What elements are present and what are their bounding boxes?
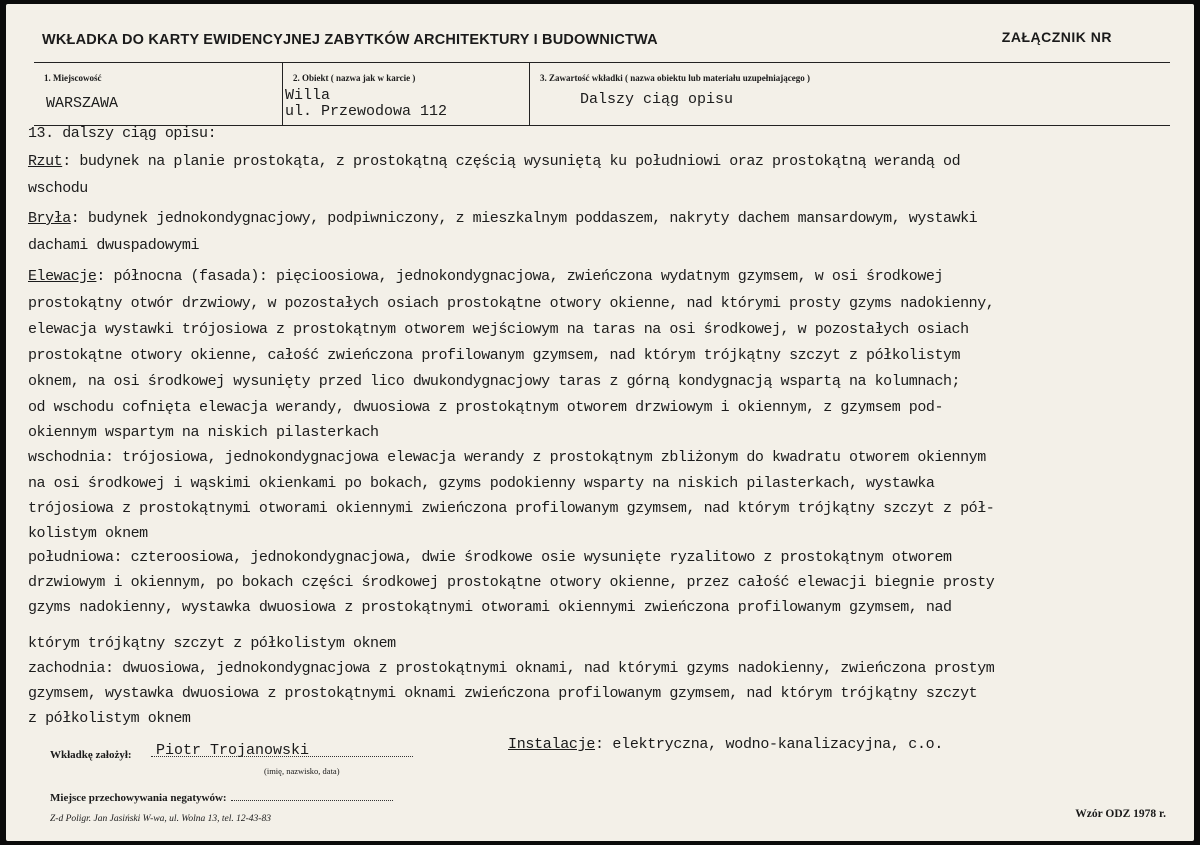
locality-cell — [34, 63, 282, 125]
founder-hint: (imię, nazwisko, data) — [264, 766, 340, 776]
description-line: na osi środkowej i wąskimi okienkami po bokach, gzyms podokienny wsparty na niskich pilasterkach, wystawka — [28, 475, 935, 492]
object-label: 2. Obiekt — [293, 73, 329, 83]
description-line: elewacja wystawki trójosiowa z prostokątnym otworem wejściowym na taras na osi środkowej, w pozostałych osiach — [28, 321, 969, 338]
installations-value: : elektryczna, wodno-kanalizacyjna, c.o. — [595, 736, 944, 753]
form-model: Wzór ODZ 1978 r. — [1075, 808, 1166, 820]
printer-imprint: Z-d Poligr. Jan Jasiński W-wa, ul. Wolna 13, tel. 12-43-83 — [50, 814, 271, 824]
description-line: gzyms nadokienny, wystawka dwuosiowa z prostokątnymi otworami okiennymi zwieńczona profilowanym gzymsem, nad — [28, 599, 952, 616]
content-cell — [529, 63, 1170, 125]
description-line: kolistym oknem — [28, 525, 148, 542]
content-label: 3. Zawartość wkładki — [540, 73, 623, 83]
content-label-hint: ( nazwa obiektu lub materiału uzupełniającego ) — [625, 73, 811, 83]
description-line: trójosiowa z prostokątnymi otworami okiennymi zwieńczona profilowanym gzymsem, nad którym trójkątny szczyt z pół- — [28, 500, 995, 517]
rzut-line: Rzut: budynek na planie prostokąta, z prostokątną częścią wysuniętą ku południowi oraz prostokątną werandą od — [28, 153, 961, 170]
form-title: WKŁADKA DO KARTY EWIDENCYJNEJ ZABYTKÓW ARCHITEKTURY I BUDOWNICTWA — [42, 32, 658, 48]
inventory-card-insert — [6, 4, 1194, 841]
object-value-name: Willa — [285, 87, 331, 104]
description-line: od wschodu cofnięta elewacja werandy, dwuosiowa z prostokątnym otworem drzwiowym i okiennym, z gzymsem pod- — [28, 399, 944, 416]
form-header-fields — [34, 62, 1170, 126]
description-line: wschodnia: trójosiowa, jednokondygnacjowa elewacja werandy z prostokątnym zbliżonym do kwadratu otworem okiennym — [28, 449, 986, 466]
description-line: z półkolistym oknem — [28, 710, 191, 727]
description-line: okiennym wspartym na niskich pilasterkach — [28, 424, 379, 441]
installations-label: Instalacje — [508, 736, 596, 753]
founder-name: Piotr Trojanowski — [156, 742, 310, 759]
description-heading: 13. dalszy ciąg opisu: — [28, 125, 217, 142]
elewacje-line: Elewacje: północna (fasada): pięcioosiowa, jednokondygnacjowa, zwieńczona wydatnym gzymsem, w osi środkowej — [28, 268, 944, 285]
content-value: Dalszy ciąg opisu — [580, 91, 734, 108]
bryla-label: Bryła — [28, 210, 71, 227]
rzut-label: Rzut — [28, 153, 63, 170]
negatives-label: Miejsce przechowywania negatywów: — [50, 792, 227, 804]
bryla-line-2: dachami dwuspadowymi — [28, 237, 200, 254]
founder-label: Wkładkę założył: — [50, 749, 132, 761]
description-line: którym trójkątny szczyt z półkolistym oknem — [28, 635, 396, 652]
description-line: prostokątne otwory okienne, całość zwieńczona profilowanym gzymsem, nad którym trójkątny szczyt z półkolistym — [28, 347, 961, 364]
description-line: drzwiowym i okiennym, po bokach części środkowej prostokątne otwory okienne, przez całość elewacji biegnie prosty — [28, 574, 995, 591]
installations-line — [508, 736, 943, 753]
bryla-line: Bryła: budynek jednokondygnacjowy, podpiwniczony, z mieszkalnym poddaszem, nakryty dachem mansardowym, wystawki — [28, 210, 978, 227]
object-value-address: ul. Przewodowa 112 — [285, 103, 448, 120]
description-line: prostokątny otwór drzwiowy, w pozostałych osiach prostokątne otwory okienne, nad którymi prosty gzyms nadokienny, — [28, 295, 995, 312]
description-line: zachodnia: dwuosiowa, jednokondygnacjowa z prostokątnymi oknami, nad którymi gzyms nadokienny, zwieńczona prostym — [28, 660, 995, 677]
elewacje-label: Elewacje — [28, 268, 97, 285]
object-label-hint: ( nazwa jak w karcie ) — [330, 73, 416, 83]
description-line: południowa: czteroosiowa, jednokondygnacjowa, dwie środkowe osie wysunięte ryzalitowo z prostokątnym otworem — [28, 549, 952, 566]
annex-number: ZAŁĄCZNIK NR — [1001, 29, 1112, 45]
description-line: gzymsem, wystawka dwuosiowa z prostokątnymi oknami zwieńczona profilowanym gzymsem, nad którym trójkątny szczyt — [28, 685, 978, 702]
locality-label: 1. Miejscowość — [44, 73, 102, 83]
negatives-field — [50, 792, 393, 804]
founder-dotted-line — [151, 756, 413, 757]
object-cell — [282, 63, 530, 125]
rzut-line-2: wschodu — [28, 180, 88, 197]
description-line: oknem, na osi środkowej wysunięty przed lico dwukondygnacjowy taras z górną kondygnacją wspartą na kolumnach; — [28, 373, 961, 390]
locality-value: WARSZAWA — [46, 95, 119, 112]
negatives-dotted-line — [231, 800, 393, 801]
